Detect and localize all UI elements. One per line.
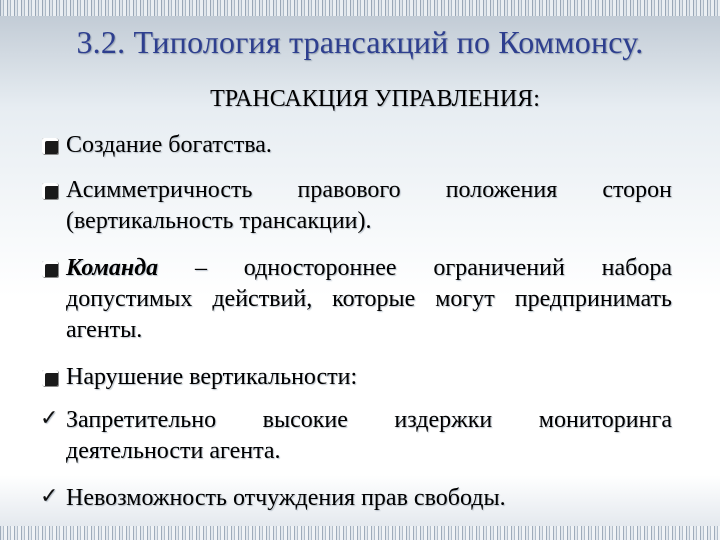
list-item-text: Невозможность отчуждения прав свободы. — [66, 485, 506, 511]
list-item — [40, 253, 672, 346]
checkbox-bullet-icon — [40, 362, 64, 393]
bullet-list — [40, 130, 672, 514]
checkmark-icon: ✓ — [40, 484, 59, 509]
top-decorative-stripe — [0, 0, 720, 16]
term-definition: – одностороннее ограничений набора допустимых действий, которые могут предпринимать агенты. — [66, 255, 672, 343]
list-item-text: Запретительно высокие издержки мониторинга деятельности агента. — [66, 407, 672, 464]
slide-subtitle: ТРАНСАКЦИЯ УПРАВЛЕНИЯ: — [210, 86, 540, 112]
list-item — [40, 175, 672, 237]
checkbox-bullet-icon — [40, 130, 64, 161]
checkbox-bullet-icon — [40, 253, 64, 284]
list-item-text: Асимметричность правового положения сторон (вертикальность трансакции). — [66, 177, 672, 234]
bottom-decorative-stripe — [0, 526, 720, 540]
list-item — [40, 405, 672, 467]
list-item-text — [66, 253, 672, 346]
checkbox-bullet-icon — [40, 175, 64, 206]
checkmark-icon: ✓ — [40, 406, 59, 431]
list-item — [40, 130, 672, 161]
list-item-text: Создание богатства. — [66, 132, 272, 158]
list-item — [40, 362, 672, 393]
list-item-text: Нарушение вертикальности: — [66, 364, 358, 390]
list-item — [40, 483, 672, 514]
term-highlight: Команда — [66, 255, 159, 281]
slide-title: 3.2. Типология трансакций по Коммонсу. — [76, 24, 644, 60]
